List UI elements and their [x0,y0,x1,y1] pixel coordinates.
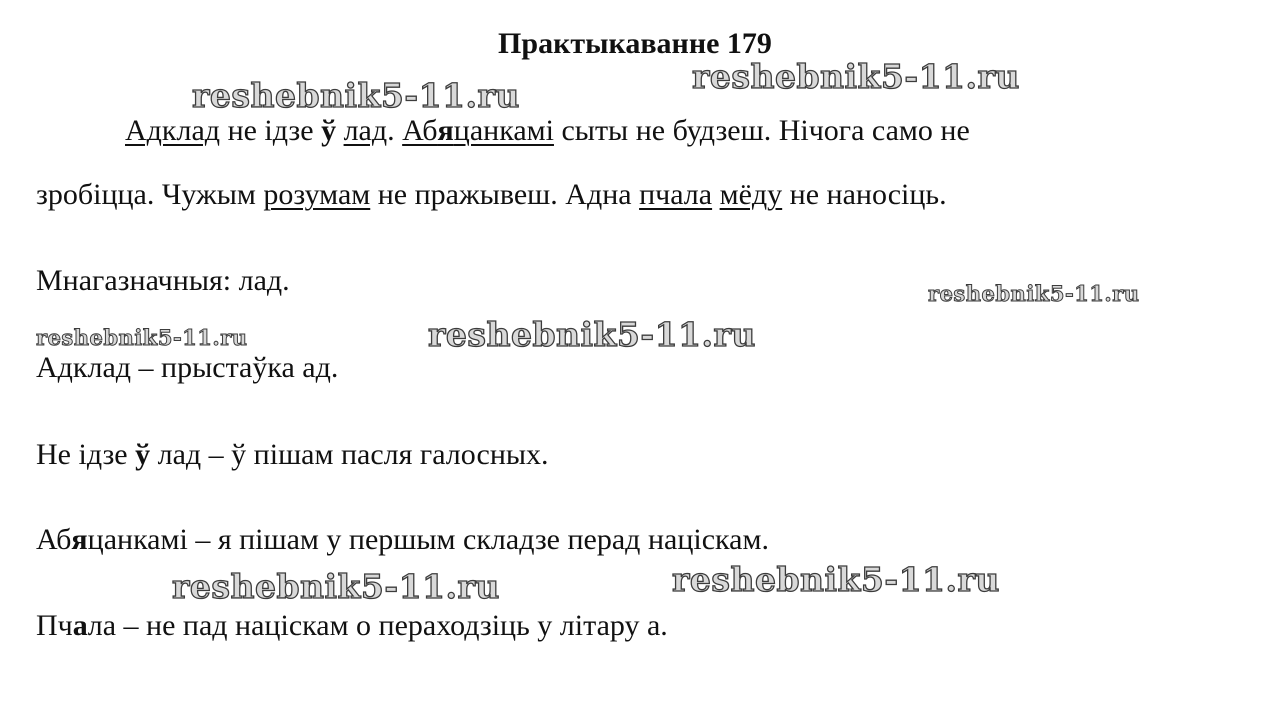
word-miodu: мёду [719,178,783,211]
note-ya [36,522,769,558]
text-fragment: ла – не пад націскам о пераходзіць у літару а. [87,609,668,642]
text-fragment: не ідзе [220,114,322,147]
watermark: reshebnik5-11.ru [36,325,248,350]
word-adklad: Адклад [125,114,221,147]
watermark: reshebnik5-11.ru [692,57,1020,96]
text-fragment: . [387,114,403,147]
text-fragment: лад – ў пішам пасля галосных. [150,438,549,471]
bold-letter: ў [135,438,151,471]
text-line-1 [125,113,970,149]
watermark: reshebnik5-11.ru [928,281,1140,306]
word-pchala: пчала [639,178,713,211]
note-polysemous: Мнагазначныя: лад. [36,264,290,297]
note-u-short [36,437,549,473]
word-rozumam: розумам [263,178,371,211]
text-fragment: Пч [36,609,73,642]
text-fragment: не наносіць. [782,178,947,211]
watermark: reshebnik5-11.ru [192,76,520,115]
letter-u-short: ў [321,114,337,147]
watermark: reshebnik5-11.ru [672,560,1000,599]
text-fragment: зробіцца. Чужым [36,178,264,211]
watermark: reshebnik5-11.ru [172,567,500,606]
text-fragment: Аб [402,114,438,147]
text-fragment: цанкамі [453,114,554,147]
bold-letter: а [72,609,88,642]
text-line-2 [36,177,947,213]
text-fragment: сыты не будзеш. Нічога само не [553,114,970,147]
text-fragment [712,178,720,211]
text-fragment: Не ідзе [36,438,136,471]
text-fragment: не пражывеш. Адна [370,178,640,211]
word-lad: лад [343,114,388,147]
text-fragment: цанкамі – я пішам у першым складзе перад націскам. [87,523,769,556]
watermark: reshebnik5-11.ru [428,315,756,354]
exercise-title: Практыкаванне 179 [498,27,772,60]
note-prefix: Адклад – прыстаўка ад. [36,351,339,384]
text-fragment [336,114,344,147]
text-fragment: Аб [36,523,72,556]
bold-letter: я [71,523,88,556]
bold-letter: я [437,114,454,147]
note-akanne [36,608,668,644]
word-abyacankami [402,114,554,147]
